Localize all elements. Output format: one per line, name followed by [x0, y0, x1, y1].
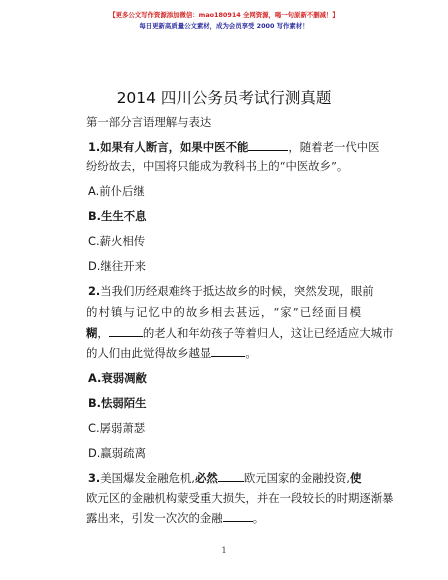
promo-banner: [0, 10, 448, 32]
q2-number: 2.: [88, 284, 101, 298]
q2-text-3: 的老人和年幼孩子等着归人，这让已经适应大城市: [142, 326, 394, 340]
q1-rest: ，随着老一代中医: [288, 140, 380, 154]
q2-period: 。: [245, 346, 257, 360]
promo-line-2: 每日更新高质量公文素材，成为会员享受 2000 写作素材！: [139, 22, 309, 30]
q3-number: 3.: [88, 471, 101, 485]
q2-line-1: [88, 284, 374, 298]
q1-line-1: [88, 140, 380, 154]
q2-option-b: B.怯弱陌生: [88, 396, 147, 410]
document-title: 2014 四川公务员考试行测真题: [116, 89, 332, 107]
section-heading: 第一部分言语理解与表达: [86, 115, 212, 129]
q3-blank-2: [223, 511, 253, 522]
q2-line-3: [86, 326, 393, 340]
q2-option-d: D.赢弱疏离: [88, 446, 146, 460]
q2-option-a: A.衰弱凋敝: [88, 371, 147, 385]
q3-bold-2: 使: [349, 471, 362, 485]
q2-line-4: [86, 346, 257, 360]
q1-option-b: B.生生不息: [88, 209, 147, 223]
page-number: 1: [221, 546, 227, 555]
q3-line-3: [86, 511, 264, 525]
q2-blank-2: [211, 346, 245, 357]
q1-bold-text: 如果有人断言，如果中医不能: [100, 140, 249, 154]
q2-blank-1: [109, 326, 143, 337]
q3-text-1a: 美国爆发金融危机,: [100, 471, 196, 485]
q2-text-4: 的人们由此觉得故乡越显: [86, 346, 212, 360]
q3-text-1b: 欧元国家的金融投资,: [243, 471, 350, 485]
q2-option-c: C.孱弱萧瑟: [88, 421, 146, 435]
q3-period: 。: [252, 511, 265, 525]
q3-bold-1: 必然: [195, 471, 218, 485]
q3-blank-1: [218, 471, 244, 482]
q2-comma: ，: [97, 326, 109, 340]
q1-option-a: A.前仆后继: [88, 184, 145, 198]
q2-bold-text: 糊: [86, 326, 98, 340]
q2-text-1: 当我们历经艰难终于抵达故乡的时候，突然发现，眼前: [100, 284, 374, 298]
q1-option-d: D.继往开来: [88, 259, 146, 273]
q2-line-2: 的村镇与记忆中的故乡相去甚远，“家”已经面目模: [86, 305, 363, 319]
q1-option-c: C.薪火相传: [88, 234, 146, 248]
q1-line-2: 纷纷故去，中国将只能成为教科书上的“中医故乡”。: [86, 159, 349, 173]
q3-line-2: 欧元区的金融机构蒙受重大损失，并在一段较长的时期逐渐暴: [86, 491, 394, 505]
q1-number: 1.: [88, 140, 101, 154]
q3-text-3: 露出来，引发一次次的金融: [86, 511, 223, 525]
promo-line-1: 【更多公文写作资源添加微信：mao180914 全网资源，喝一句原新不删减！】: [109, 11, 339, 19]
q3-line-1: [88, 471, 361, 485]
q1-blank: [248, 140, 288, 151]
